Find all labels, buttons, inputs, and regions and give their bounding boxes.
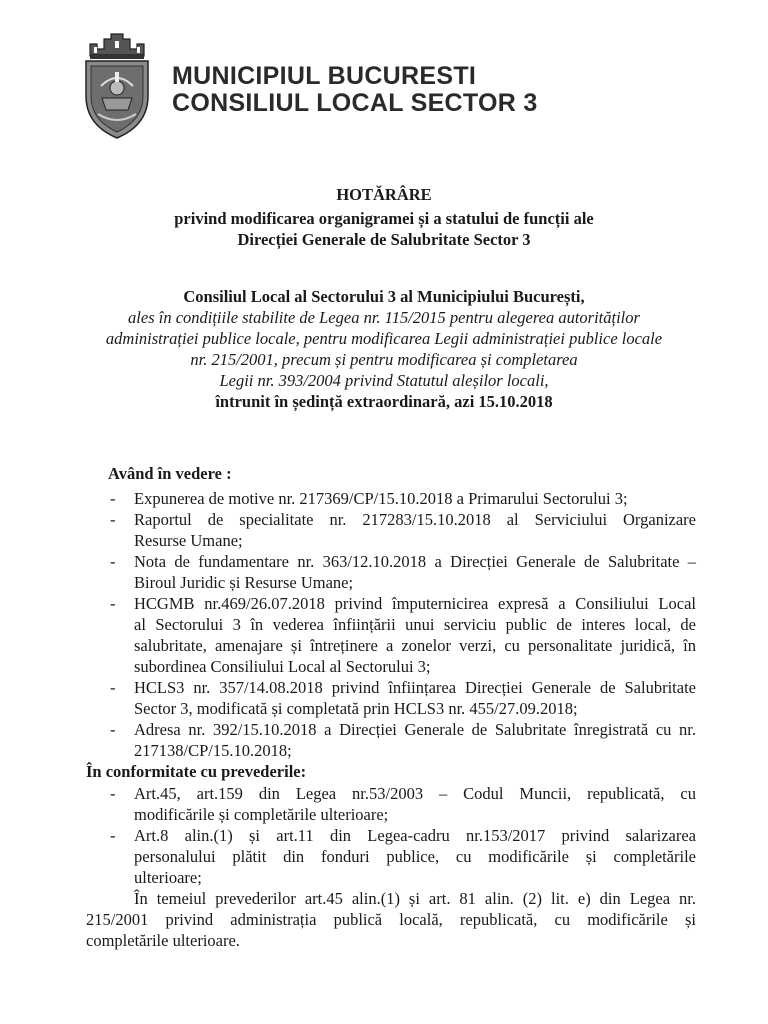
- bullet-dash: -: [110, 720, 116, 739]
- conformity-item-line: ulterioare;: [134, 868, 202, 887]
- coat-of-arms-icon: [80, 30, 154, 142]
- conformity-item-line: Art.45, art.159 din Legea nr.53/2003 – Codul Muncii, republicată, cu: [134, 784, 696, 803]
- legal-basis-line: 215/2001 privind administrația publică locală, republicată, cu modificările și: [86, 910, 696, 929]
- considering-item-line: Biroul Juridic și Resurse Umane;: [134, 573, 354, 592]
- considering-item-line: Sector 3, modificată și completată prin HCLS3 nr. 455/27.09.2018;: [134, 699, 578, 718]
- considering-item-line: Resurse Umane;: [134, 531, 243, 550]
- header-council: CONSILIUL LOCAL SECTOR 3: [172, 89, 538, 117]
- legal-basis-line: completările ulterioare.: [86, 931, 240, 950]
- conformity-heading: În conformitate cu prevederile:: [86, 762, 307, 781]
- conformity-item-line: modificările și completările ulterioare;: [134, 805, 389, 824]
- considering-item-line: HCGMB nr.469/26.07.2018 privind împuternicirea expresă a Consiliului Local: [134, 594, 696, 613]
- council-line: Legii nr. 393/2004 privind Statutul aleșilor locali,: [219, 371, 549, 390]
- council-line: administrației publice locale, pentru modificarea Legii administrației publice locale: [105, 329, 663, 348]
- bullet-dash: -: [110, 552, 116, 571]
- document-subtitle-line-1: privind modificarea organigramei și a statului de funcții ale: [174, 209, 594, 228]
- bullet-dash: -: [110, 826, 116, 845]
- legal-basis-line: În temeiul prevederilor art.45 alin.(1) și art. 81 alin. (2) lit. e) din Legea nr.: [134, 889, 696, 908]
- conformity-item-line: Art.8 alin.(1) și art.11 din Legea-cadru nr.153/2017 privind salarizarea: [134, 826, 696, 845]
- considering-item-line: al Sectorului 3 în vederea înființării unui serviciu public de interes local, de: [134, 615, 696, 634]
- considering-item-line: 217138/CP/15.10.2018;: [134, 741, 292, 760]
- bullet-dash: -: [110, 594, 116, 613]
- bullet-dash: -: [110, 489, 116, 508]
- bullet-dash: -: [110, 678, 116, 697]
- considering-heading: Având în vedere :: [108, 464, 232, 483]
- considering-item-line: salubritate, amenajare și întreținere a zonelor verzi, cu personalitate juridică, în: [134, 636, 696, 655]
- council-line: nr. 215/2001, precum și pentru modificarea și completarea: [190, 350, 578, 369]
- considering-item-line: Raportul de specialitate nr. 217283/15.10.2018 al Serviciului Organizare: [134, 510, 696, 529]
- bullet-dash: -: [110, 510, 116, 529]
- considering-item-line: HCLS3 nr. 357/14.08.2018 privind înființarea Direcției Generale de Salubritate: [134, 678, 696, 697]
- header-municipality: MUNICIPIUL BUCURESTI: [172, 62, 477, 90]
- document-title: HOTĂRÂRE: [336, 185, 432, 204]
- bullet-dash: -: [110, 784, 116, 803]
- considering-item-line: Adresa nr. 392/15.10.2018 a Direcției Generale de Salubritate înregistrată cu nr.: [134, 720, 696, 739]
- considering-item-line: subordinea Consiliului Local al Sectorului 3;: [134, 657, 431, 676]
- conformity-item-line: personalului plătit din fonduri publice, cu modificările și completările: [134, 847, 696, 866]
- considering-item-line: Expunerea de motive nr. 217369/CP/15.10.2018 a Primarului Sectorului 3;: [134, 489, 628, 508]
- council-name: Consiliul Local al Sectorului 3 al Municipiului București,: [183, 287, 585, 306]
- council-line: ales în condițiile stabilite de Legea nr. 115/2015 pentru alegerea autorităților: [128, 308, 640, 327]
- council-session: întrunit în ședință extraordinară, azi 15.10.2018: [215, 392, 553, 411]
- considering-item-line: Nota de fundamentare nr. 363/12.10.2018 a Direcției Generale de Salubritate –: [134, 552, 696, 571]
- document-subtitle-line-2: Direcției Generale de Salubritate Sector 3: [237, 230, 531, 249]
